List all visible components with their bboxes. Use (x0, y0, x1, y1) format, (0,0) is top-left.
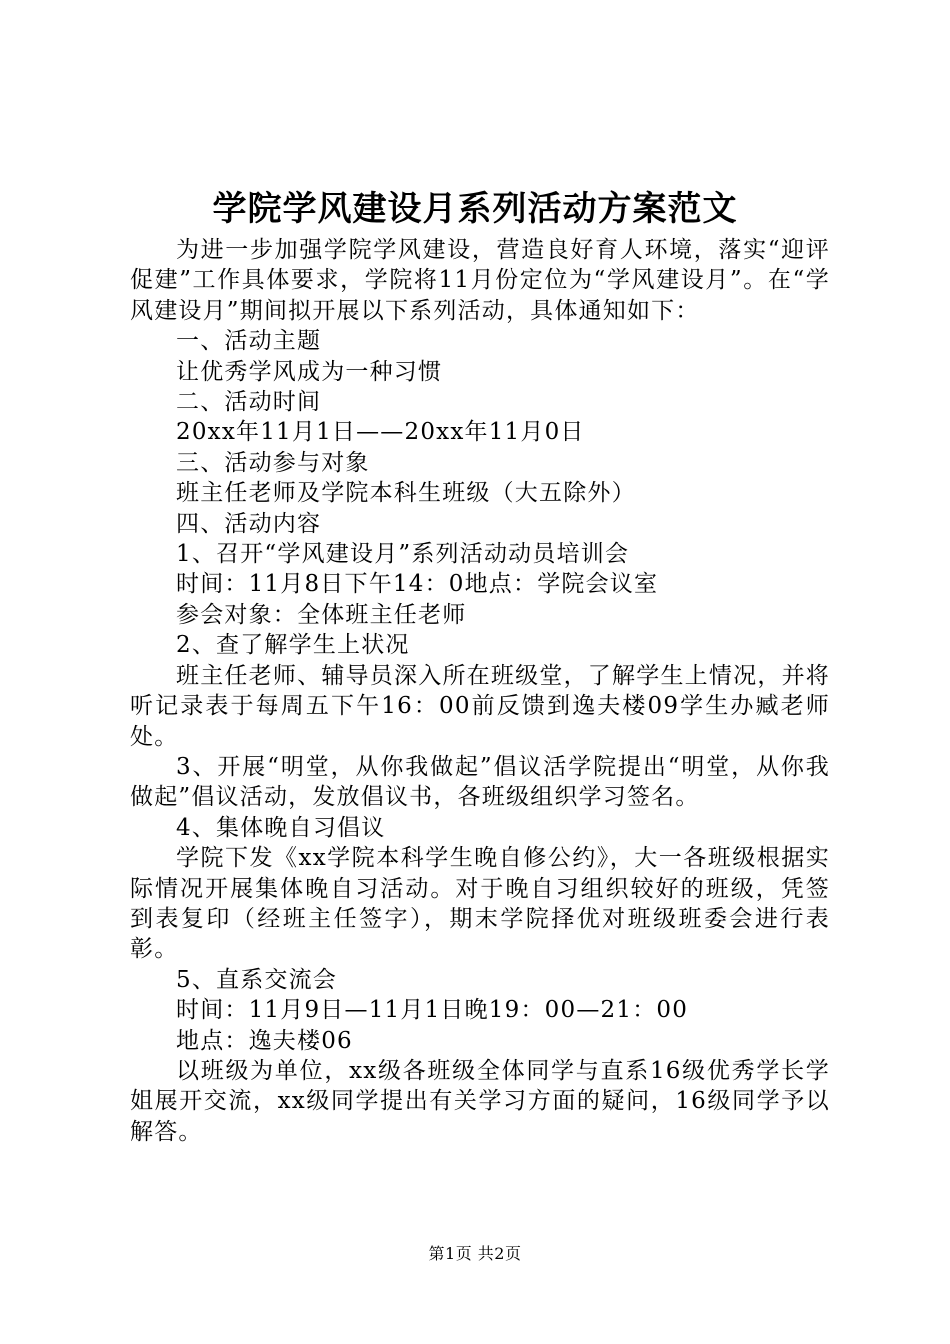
item-2-detail: 班主任老师、辅导员深入所在班级堂，了解学生上情况，并将听记录表于每周五下午16：00前反馈到逸夫楼09学生办臧老师处。 (130, 662, 830, 750)
item-5-location: 地点：逸夫楼06 (176, 1027, 353, 1054)
item-5-title: 5、直系交流会 (176, 966, 338, 993)
paragraph-time: 20xx年11月1日——20xx年11月0日 (176, 419, 585, 446)
heading-participants: 三、活动参与对象 (176, 449, 370, 476)
item-3-detail: 3、开展“明堂，从你我做起”倡议活学院提出“明堂，从你我做起”倡议活动，发放倡议书，各班级组织学习签名。 (130, 753, 830, 811)
document-body (130, 235, 830, 1147)
document-title: 学院学风建设月系列活动方案范文 (212, 189, 738, 229)
item-1-time: 时间：11月8日下午14：0地点：学院会议室 (176, 571, 659, 598)
paragraph-theme: 让优秀学风成为一种习惯 (176, 358, 443, 385)
item-1-audience: 参会对象：全体班主任老师 (176, 601, 467, 628)
heading-time: 二、活动时间 (176, 389, 322, 416)
heading-theme: 一、活动主题 (176, 328, 322, 355)
paragraph-intro: 为进一步加强学院学风建设，营造良好育人环境，落实“迎评促建”工作具体要求，学院将11月份定位为“学风建设月”。在“学风建设月”期间拟开展以下系列活动，具体通知如下： (130, 237, 830, 324)
paragraph-participants: 班主任老师及学院本科生班级（大五除外） (176, 480, 636, 507)
item-4-title: 4、集体晚自习倡议 (176, 814, 386, 841)
item-5-time: 时间：11月9日—11月1日晚19：00—21：00 (176, 997, 689, 1024)
item-4-detail: 学院下发《xx学院本科学生晚自修公约》，大一各班级根据实际情况开展集体晚自习活动。对于晚自习组织较好的班级，凭签到表复印（经班主任签字），期末学院择优对班级班委会进行表彰。 (130, 845, 830, 963)
item-5-detail: 以班级为单位，xx级各班级全体同学与直系16级优秀学长学姐展开交流，xx级同学提出有关学习方面的疑问，16级同学予以解答。 (130, 1057, 830, 1145)
page-number: 第1页 共2页 (428, 1244, 522, 1263)
item-2-title: 2、查了解学生上状况 (176, 632, 410, 659)
item-1-title: 1、召开“学风建设月”系列活动动员培训会 (176, 541, 630, 568)
heading-content: 四、活动内容 (176, 510, 322, 537)
